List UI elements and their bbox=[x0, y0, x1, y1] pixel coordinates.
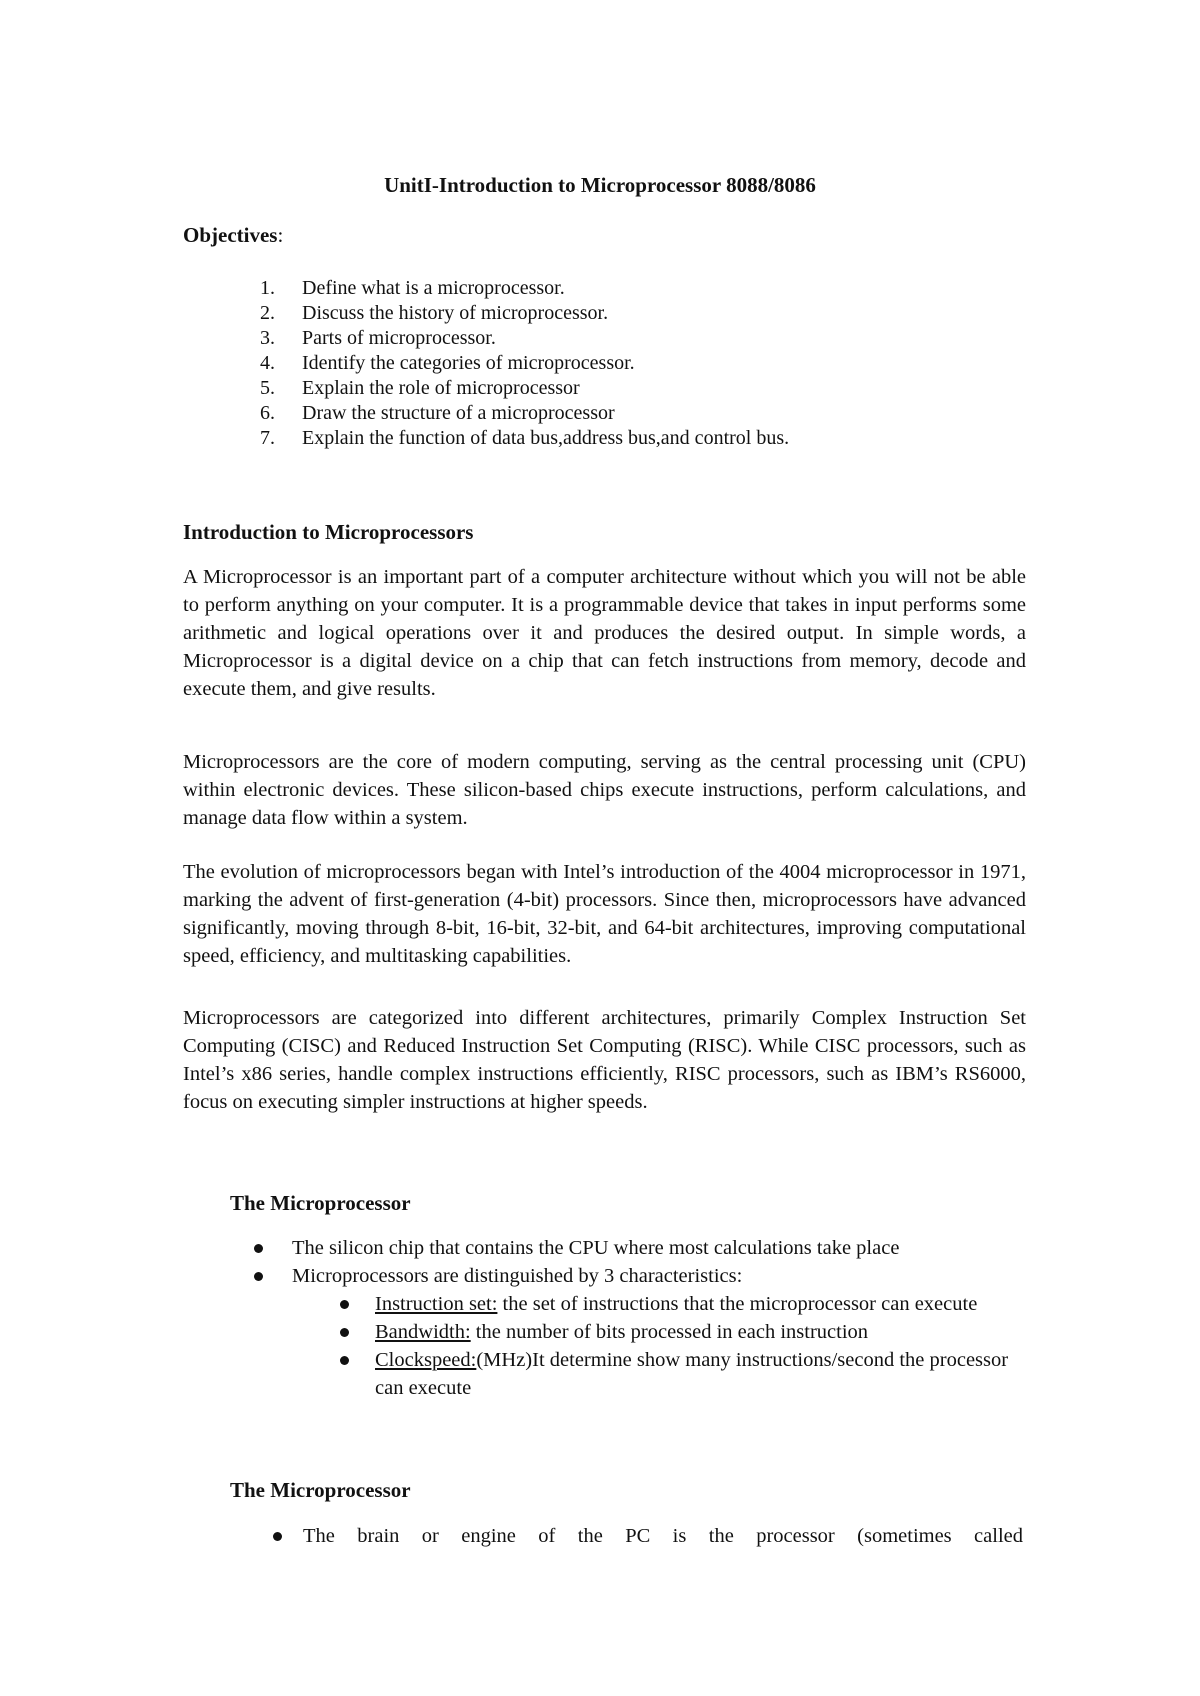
objective-item: 1. Define what is a microprocessor. bbox=[260, 277, 565, 299]
intro-paragraph-2: Microprocessors are the core of modern computing, serving as the central processing unit (CPU) within electronic devices. These silicon-based chips execute instructions, perform calculations, and manage data flow within a system. bbox=[183, 751, 1026, 829]
objective-item: 7. Explain the function of data bus,address bus,and control bus. bbox=[260, 427, 790, 449]
objective-item: 3. Parts of microprocessor. bbox=[260, 327, 496, 349]
list-item: Microprocessors are distinguished by 3 characteristics: bbox=[292, 1262, 1032, 1290]
list-item: Bandwidth: the number of bits processed in each instruction bbox=[375, 1318, 1027, 1346]
section2-bullet-list bbox=[303, 1522, 1023, 1550]
intro-paragraph-1: A Microprocessor is an important part of a computer architecture without which you will not be able to perform anything on your computer. It is a programmable device that takes in input performs some arithmetic and logical operations over it and produces the desired output. In simple words, a Microprocessor is a digital device on a chip that can fetch instructions from memory, decode and execute them, and give results. bbox=[183, 566, 1026, 700]
list-item: Clockspeed:(MHz)It determine show many instructions/second the processor can execute bbox=[375, 1346, 1027, 1402]
list-item: The silicon chip that contains the CPU where most calculations take place bbox=[292, 1234, 1032, 1262]
list-item: The brain or engine of the PC is the processor (sometimes called bbox=[303, 1522, 1023, 1550]
list-item: Instruction set: the set of instructions that the microprocessor can execute bbox=[375, 1290, 1027, 1318]
section1-bullet-list bbox=[292, 1234, 1032, 1290]
objective-item: 4. Identify the categories of microprocessor. bbox=[260, 352, 635, 374]
intro-heading: Introduction to Microprocessors bbox=[183, 520, 474, 544]
objective-item: 5. Explain the role of microprocessor bbox=[260, 377, 580, 399]
objectives-label: Objectives: bbox=[183, 223, 284, 247]
bullet-icon bbox=[340, 1300, 349, 1309]
section1-sub-bullet-list bbox=[375, 1290, 1027, 1402]
bullet-icon bbox=[254, 1244, 263, 1253]
intro-paragraph-3: The evolution of microprocessors began with Intel’s introduction of the 4004 microprocessor in 1971, marking the advent of first-generation (4-bit) processors. Since then, microprocessors have advanced significantly, moving through 8-bit, 16-bit, 32-bit, and 64-bit architectures, improving computational speed, efficiency, and multitasking capabilities. bbox=[183, 861, 1026, 967]
bullet-icon bbox=[273, 1532, 282, 1541]
objective-item: 2. Discuss the history of microprocessor. bbox=[260, 302, 609, 324]
objectives-list bbox=[260, 276, 789, 451]
section-heading-microprocessor-2: The Microprocessor bbox=[230, 1478, 411, 1502]
section-heading-microprocessor: The Microprocessor bbox=[230, 1191, 411, 1215]
bullet-icon bbox=[340, 1328, 349, 1337]
bullet-icon bbox=[340, 1356, 349, 1365]
document-title: UnitI-Introduction to Microprocessor 8088/8086 bbox=[384, 173, 816, 197]
intro-paragraph-4: Microprocessors are categorized into different architectures, primarily Complex Instruction Set Computing (CISC) and Reduced Instruction Set Computing (RISC). While CISC processors, such as Intel’s x86 series, handle complex instructions efficiently, RISC processors, such as IBM’s RS6000, focus on executing simpler instructions at higher speeds. bbox=[183, 1007, 1026, 1113]
objective-item: 6. Draw the structure of a microprocessor bbox=[260, 402, 615, 424]
bullet-icon bbox=[254, 1272, 263, 1281]
